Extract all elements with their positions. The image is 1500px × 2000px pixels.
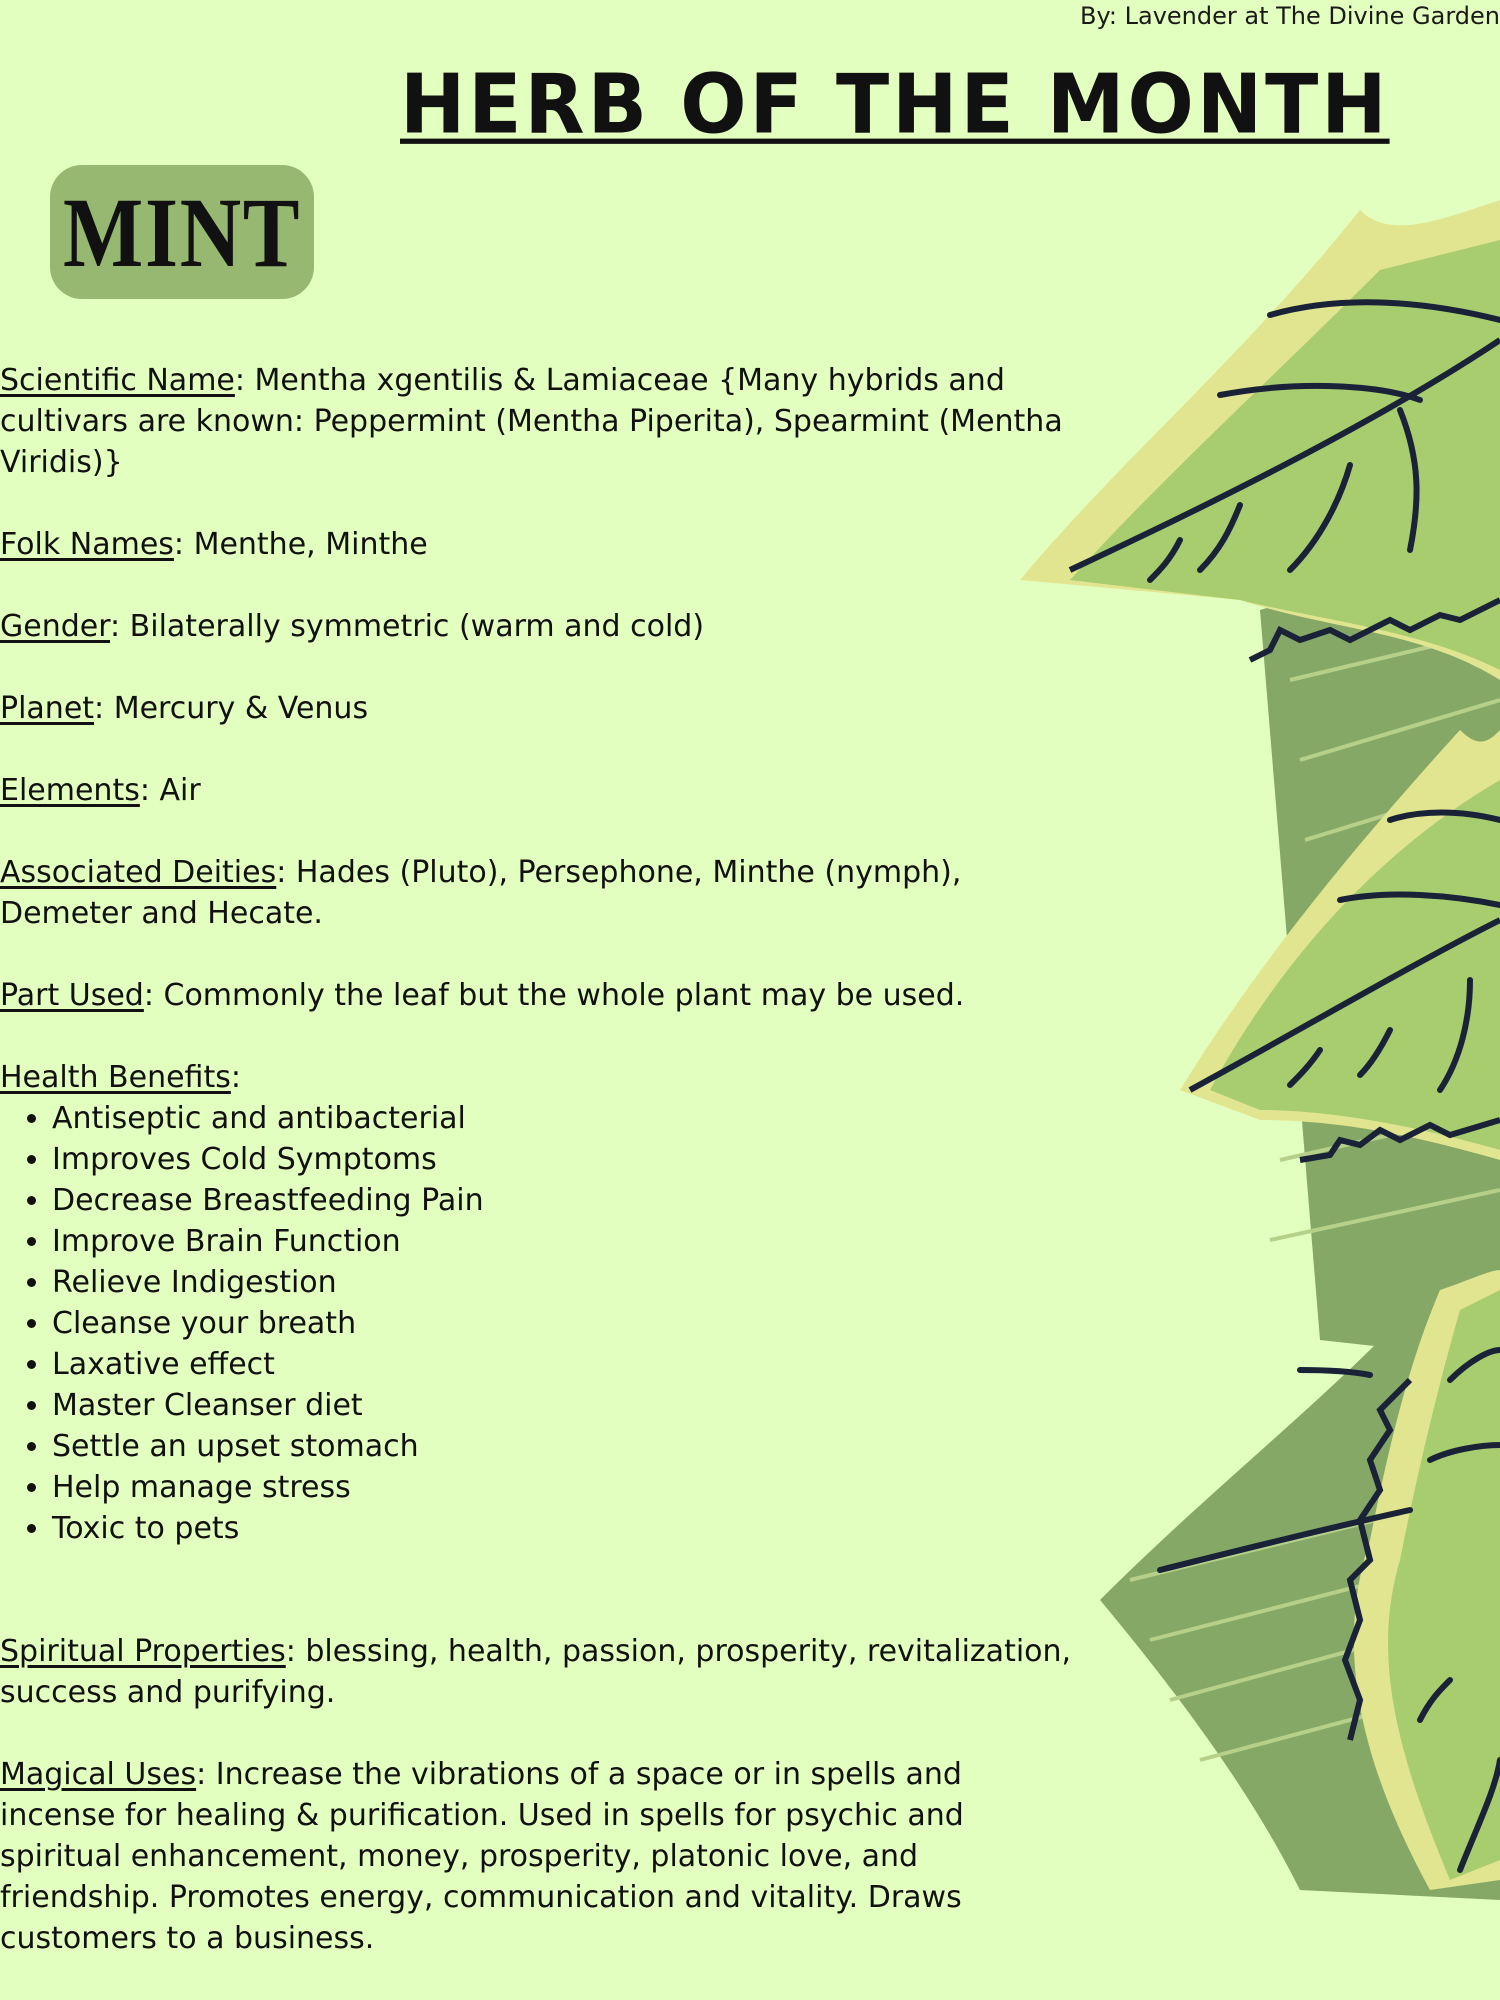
list-item: • Cleanse your breath bbox=[52, 1303, 1085, 1344]
field-scientific-name bbox=[0, 360, 1085, 483]
herb-name: MINT bbox=[62, 176, 302, 288]
field-label: Spiritual Properties bbox=[0, 1634, 286, 1669]
field-value: : Mentha xgentilis & Lamiaceae {Many hybrids and cultivars are known: Peppermint (Mentha Piperita), Spearmint (Mentha Viridis)} bbox=[0, 363, 1063, 480]
field-label: Elements bbox=[0, 773, 140, 808]
field-value: : blessing, health, passion, prosperity, revitalization, success and purifying. bbox=[0, 1634, 1072, 1710]
field-value: : Bilaterally symmetric (warm and cold) bbox=[110, 609, 705, 644]
field-label: Planet bbox=[0, 691, 95, 726]
field-value: : Air bbox=[139, 773, 201, 808]
field-value: : bbox=[230, 1060, 241, 1095]
list-item: • Laxative effect bbox=[52, 1344, 1085, 1385]
field-spiritual-properties bbox=[0, 1631, 1085, 1713]
herb-details bbox=[0, 360, 1085, 2000]
list-item: • Toxic to pets bbox=[52, 1508, 1085, 1549]
field-label: Scientific Name bbox=[0, 363, 235, 398]
list-item: • Antiseptic and antibacterial bbox=[52, 1098, 1085, 1139]
list-item: • Improves Cold Symptoms bbox=[52, 1139, 1085, 1180]
field-part-used bbox=[0, 975, 1085, 1016]
leaf-3 bbox=[1100, 1270, 1500, 1900]
field-folk-names bbox=[0, 524, 1085, 565]
field-value: : Increase the vibrations of a space or in spells and incense for healing & purification. Used in spells for psychic and spiritual enhancement, money, prosperity, platonic love, and friendship. Promotes energy, communication and vitality. Draws customers to a business. bbox=[0, 1757, 964, 1956]
field-deities bbox=[0, 852, 1085, 934]
list-item: • Settle an upset stomach bbox=[52, 1426, 1085, 1467]
field-label: Gender bbox=[0, 609, 111, 644]
field-value: : Commonly the leaf but the whole plant may be used. bbox=[143, 978, 965, 1013]
health-benefits-list bbox=[0, 1098, 1085, 1549]
field-elements bbox=[0, 770, 1085, 811]
field-magical-uses bbox=[0, 1754, 1085, 1959]
field-label: Health Benefits bbox=[0, 1060, 231, 1095]
list-item: • Decrease Breastfeeding Pain bbox=[52, 1180, 1085, 1221]
list-item: • Relieve Indigestion bbox=[52, 1262, 1085, 1303]
field-value: : Mercury & Venus bbox=[94, 691, 369, 726]
herb-name-badge bbox=[50, 165, 314, 299]
field-label: Associated Deities bbox=[0, 855, 277, 890]
mint-leaves-illustration bbox=[1000, 160, 1500, 1900]
field-label: Part Used bbox=[0, 978, 144, 1013]
leaf-1 bbox=[1020, 200, 1500, 680]
field-planet bbox=[0, 688, 1085, 729]
list-item: • Help manage stress bbox=[52, 1467, 1085, 1508]
field-health-benefits bbox=[0, 1057, 1085, 1549]
field-value: : Menthe, Minthe bbox=[173, 527, 428, 562]
byline: By: Lavender at The Divine Garden bbox=[1080, 2, 1500, 30]
field-gender bbox=[0, 606, 1085, 647]
page-title: HERB OF THE MONTH bbox=[400, 57, 1390, 153]
field-label: Folk Names bbox=[0, 527, 174, 562]
field-label: Magical Uses bbox=[0, 1757, 197, 1792]
list-item: • Master Cleanser diet bbox=[52, 1385, 1085, 1426]
list-item: • Improve Brain Function bbox=[52, 1221, 1085, 1262]
field-value: : Hades (Pluto), Persephone, Minthe (nymph), Demeter and Hecate. bbox=[0, 855, 962, 931]
